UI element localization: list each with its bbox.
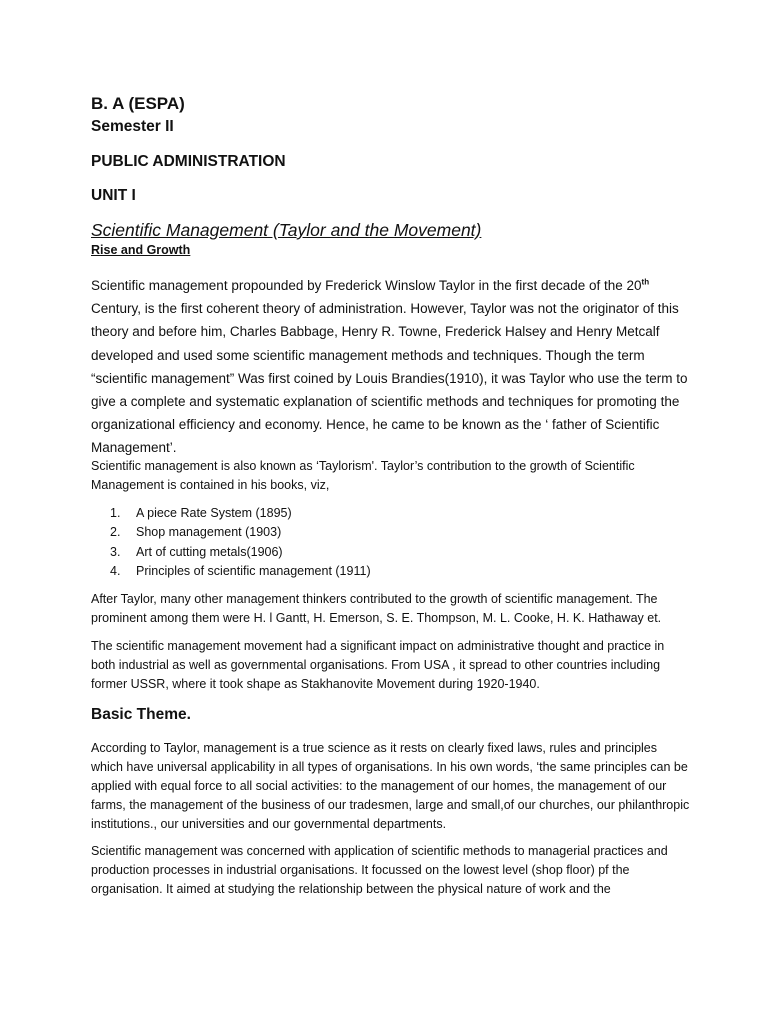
list-number: 1. [110, 506, 121, 520]
list-number: 2. [110, 525, 121, 540]
list-item [110, 504, 371, 523]
topic-title: Scientific Management (Taylor and the Movement) [91, 220, 482, 240]
semester-label: Semester II [91, 118, 174, 135]
intro-text-start: Scientific management propounded by Frederick Winslow Taylor in the first decade of the 20 [91, 278, 642, 293]
course-title: B. A (ESPA) [91, 94, 185, 113]
book-title: A piece Rate System (1895) [136, 506, 292, 520]
intro-text-rest: Century, is the first coherent theory of administration. However, Taylor was not the originator of this theory and before him, Charles Babbage, Henry R. Towne, Frederick Halsey and Henry Metcalf developed and used some scientific management methods and techniques. Though the term “scientific management” Was first coined by Louis Brandies(1910), it was Taylor who use the term to give a complete and systematic explanation of scientific methods and techniques for promoting the organizational efficiency and economy. Hence, he came to be known as the ‘ father of Scientific Management’. [91, 301, 688, 456]
book-title: Shop management (1903) [136, 525, 282, 540]
list-item [110, 562, 371, 581]
rise-and-growth-subheading: Rise and Growth [91, 243, 191, 257]
basic-theme-heading: Basic Theme. [91, 706, 191, 723]
intro-paragraph [91, 274, 691, 460]
list-item [110, 523, 371, 542]
book-title: Art of cutting metals(1906) [136, 544, 283, 559]
thinkers-paragraph: After Taylor, many other management thinkers contributed to the growth of scientific management. The prominent among them were H. l Gantt, H. Emerson, S. E. Thompson, M. L. Cooke, H. K. Hathaway et. [91, 592, 662, 625]
list-number: 3. [110, 544, 121, 559]
list-number: 4. [110, 564, 121, 579]
book-title: Principles of scientific management (1911) [136, 564, 371, 579]
list-item [110, 543, 371, 562]
books-list [110, 504, 371, 582]
subject-heading: PUBLIC ADMINISTRATION [91, 153, 286, 170]
basic-theme-paragraph-1: According to Taylor, management is a true science as it rests on clearly fixed laws, rules and principles which have universal applicability in all types of organisations. In his own words, ‘the same principles can be applied with equal force to all social activities: to the management of our homes, the management of our farms, the management of the business of our tradesmen, large and small,of our churches, our philanthropic institutions., our universities and our governmental departments. [91, 741, 690, 831]
movement-impact-paragraph: The scientific management movement had a significant impact on administrative thought and practice in both industrial as well as governmental organisations. From USA , it spread to other countries including former USSR, where it took shape as Stakhanovite Movement during 1920-1940. [91, 639, 665, 691]
superscript-ordinal: th [641, 277, 650, 287]
basic-theme-paragraph-2: Scientific management was concerned with application of scientific methods to managerial practices and production processes in industrial organisations. It focussed on the lowest level (shop floor) pf the organisation. It aimed at studying the relationship between the physical nature of work and the [91, 844, 668, 896]
unit-heading: UNIT I [91, 187, 136, 204]
taylorism-paragraph: Scientific management is also known as ‘Taylorism'. Taylor’s contribution to the growth of Scientific Management is contained in his books, viz, [91, 459, 635, 492]
